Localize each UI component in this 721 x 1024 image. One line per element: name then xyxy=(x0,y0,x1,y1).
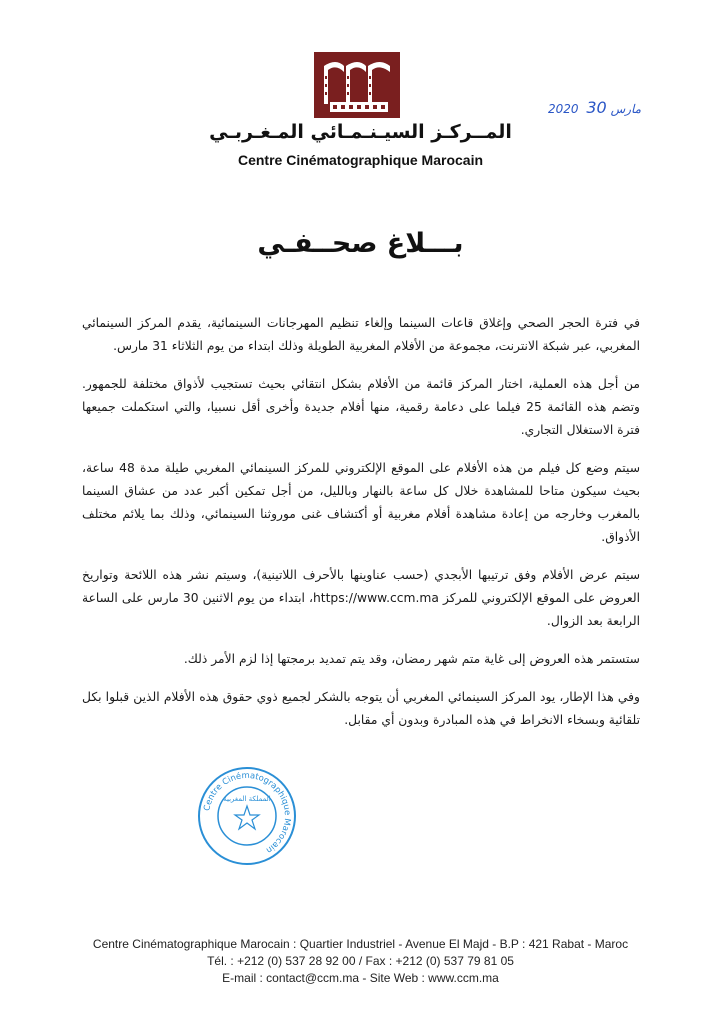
ccm-logo xyxy=(314,52,400,118)
date-year: 2020 xyxy=(548,102,579,116)
paragraph: وفي هذا الإطار، يود المركز السينمائي المغربي أن يتوجه بالشكر لجميع ذوي حقوق هذه الأفلام الذين قبلوا بكل تلقائية وبسخاء الانخراط في هذه المبادرة وبدون أي مقابل. xyxy=(82,690,640,727)
footer xyxy=(0,936,721,987)
svg-text:المملكة المغربية: المملكة المغربية xyxy=(223,795,271,803)
paragraph: في فترة الحجر الصحي وإغلاق قاعات السينما وإلغاء تنظيم المهرجانات السينمائية، يقدم المركز السينمائي المغربي، عبر شبكة الانترنت، مجموعة من الأفلام المغربية الطويلة وذلك ابتداء من يوم الثلاثاء 31 مارس. xyxy=(82,316,640,353)
paragraph: سيتم وضع كل فيلم من هذه الأفلام على الموقع الإلكتروني للمركز السينمائي المغربي طيلة مدة 48 ساعة، بحيث سيكون متاحا للمشاهدة خلال كل ساعة بالنهار وبالليل، من أجل تمكين أكبر عدد من عشاق السينما بالمغرب وخارجه من إعادة مشاهدة أفلام مغربية أو أكتشاف غنى موروثنا السينمائي، وذلك بما يلائم مختلف الأذواق. xyxy=(82,461,640,544)
org-name-arabic: المــركـز السيـنـمـائي المـغـربـي xyxy=(209,121,512,143)
date-stamp xyxy=(548,98,641,117)
date-day: 30 xyxy=(586,98,607,117)
footer-contact: E-mail : contact@ccm.ma - Site Web : www.ccm.ma xyxy=(222,971,499,985)
footer-phone: Tél. : +212 (0) 537 28 92 00 / Fax : +212 (0) 537 79 81 05 xyxy=(207,954,514,968)
footer-address: Centre Cinématographique Marocain : Quartier Industriel - Avenue El Majd - B.P : 421 Rabat - Maroc xyxy=(92,937,629,951)
org-name-french: Centre Cinématographique Marocain xyxy=(237,152,484,168)
paragraph: ستستمر هذه العروض إلى غاية متم شهر رمضان، وقد يتم تمديد برمجتها إذا لزم الأمر ذلك. xyxy=(183,652,640,666)
paragraph: سيتم عرض الأفلام وفق ترتيبها الأبجدي (حسب عناوينها بالأحرف اللاتينية)، وسيتم نشر هذه اللائحة وتواريخ العروض على الموقع الإلكتروني للمركز https://www.ccm.ma، ابتداء من يوم الاثنين 30 مارس على الساعة الرابعة بعد الزوال. xyxy=(82,568,640,628)
press-release-body xyxy=(82,312,640,747)
seal-icon xyxy=(196,765,298,867)
film-reel-logo-icon xyxy=(314,52,400,118)
svg-text:Centre Cinématographique Maroc: Centre Cinématographique Marocain xyxy=(201,769,294,856)
paragraph: من أجل هذه العملية، اختار المركز قائمة من الأفلام بشكل انتقائي بحيث تستجيب لأذواق مختلفة للجمهور. وتضم هذه القائمة 25 فيلما على دعامة رقمية، منها أفلام جديدة وأخرى أقل نسبيا، والتي استكملت جميعها فترة الاستغلال التجاري. xyxy=(82,377,640,437)
official-stamp xyxy=(196,765,298,867)
page-title: بـــلاغ صحــفـي xyxy=(257,228,464,259)
date-month: مارس xyxy=(610,102,642,116)
